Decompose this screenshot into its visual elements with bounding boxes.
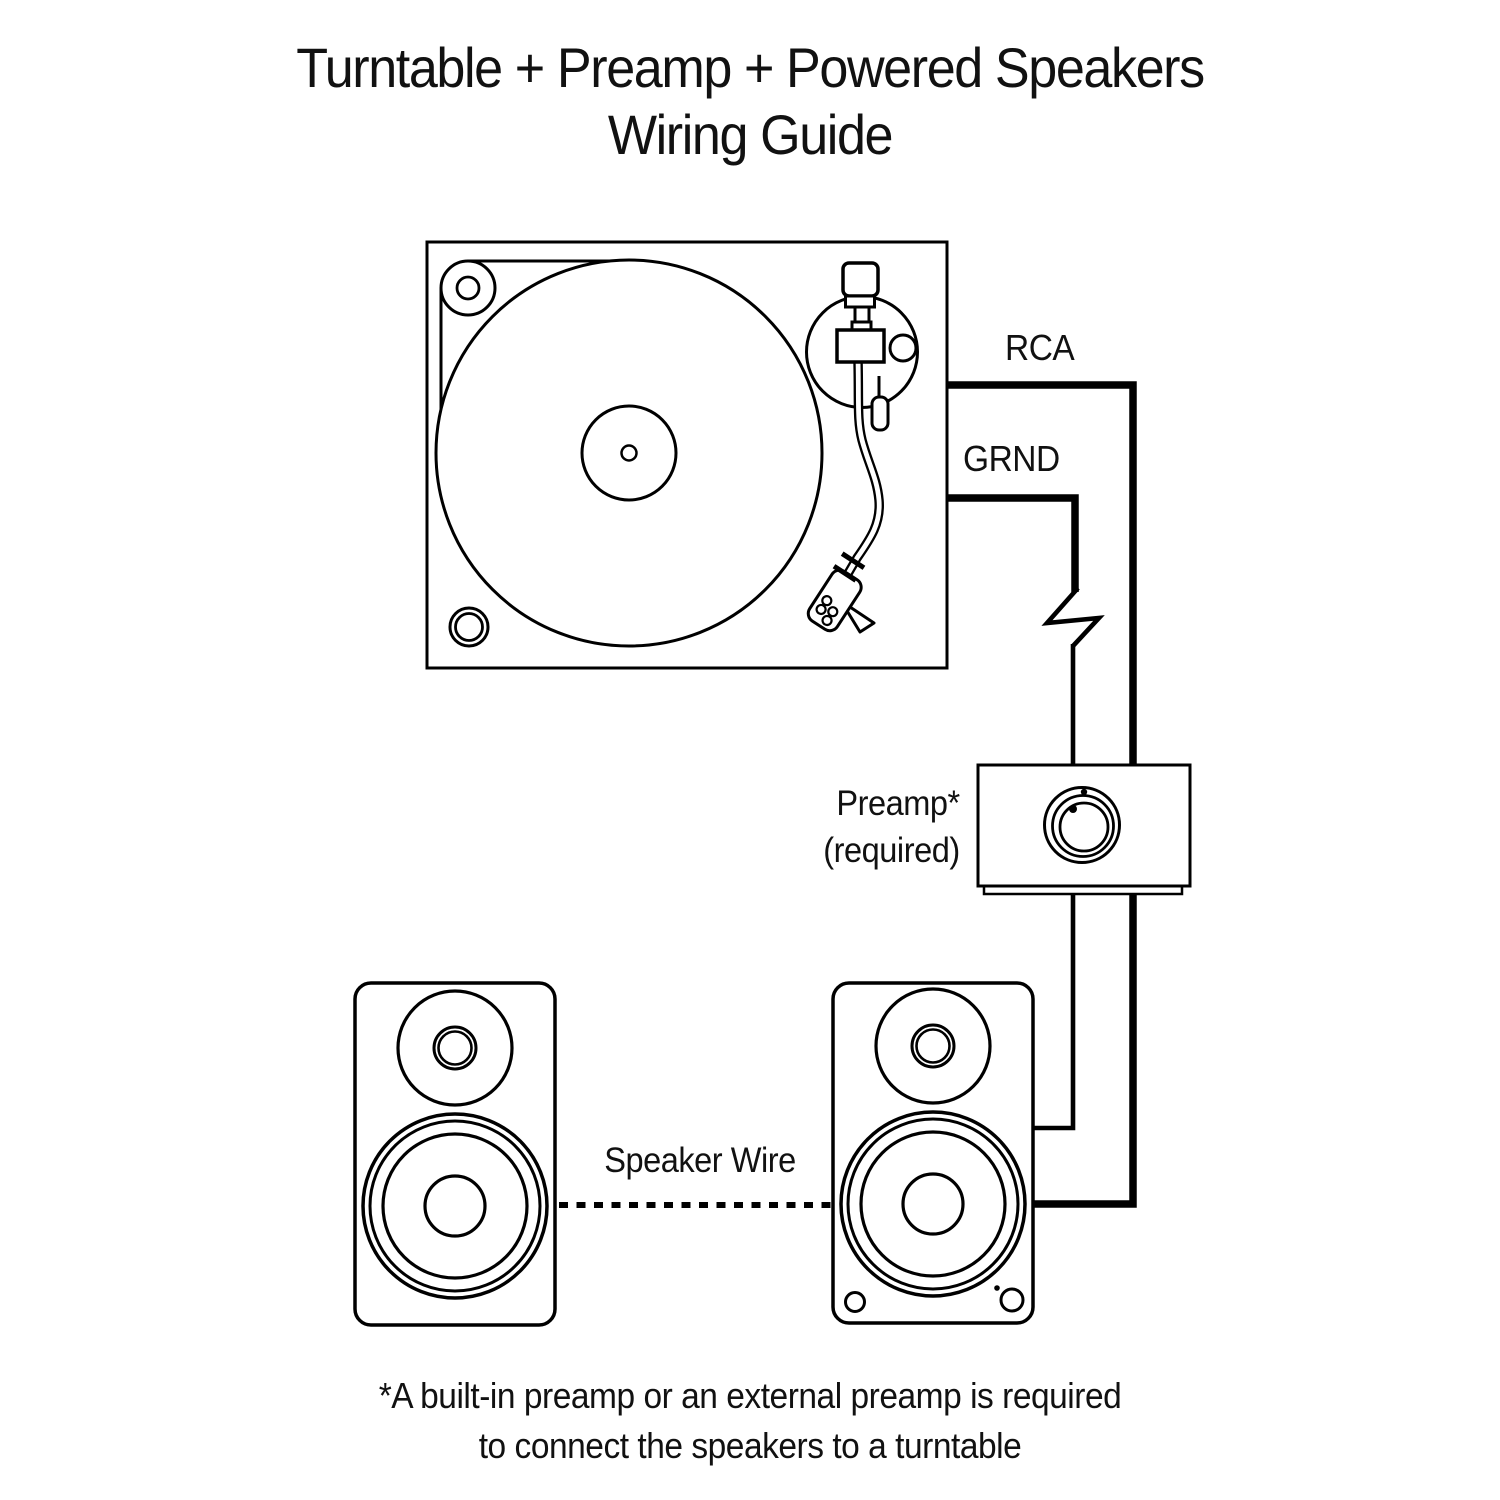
rca-wire-label: RCA [1005,327,1075,368]
speaker-cabinet [833,983,1033,1323]
page-title-line1: Turntable + Preamp + Powered Speakers [296,36,1204,99]
preamp-label-required: (required) [823,831,960,870]
preamp-label-name: Preamp* [836,784,960,823]
page-title-line2: Wiring Guide [607,103,893,166]
page-title [53,34,1448,168]
counterweight [843,263,878,296]
motor-pulley [441,261,495,315]
footnote-line1: *A built-in preamp or an external preamp is required [378,1375,1122,1416]
ground-wire-thick [947,498,1075,592]
left-speaker-icon [355,983,555,1325]
preamp-icon [978,765,1190,894]
counterweight-neck [846,296,875,307]
pivot-block [837,330,884,362]
footnote-line2: to connect the speakers to a turntable [478,1425,1022,1466]
platter [436,260,822,646]
right-speaker-icon [833,983,1033,1323]
speaker-dot [994,1285,1000,1291]
knob-indicator-dot [1069,805,1077,813]
arm-stub [855,307,869,322]
ground-wire-label: GRND [963,438,1060,479]
knob-mark-dot [1081,789,1087,795]
anti-skate-dial [890,335,916,361]
cue-lever [872,397,888,430]
speaker-wire-label: Speaker Wire [604,1141,796,1180]
footnote [53,1371,1448,1471]
preamp-label [824,780,960,874]
turntable-icon [427,242,947,668]
lightning-break-icon [1047,588,1099,646]
speaker-cabinet [355,983,555,1325]
